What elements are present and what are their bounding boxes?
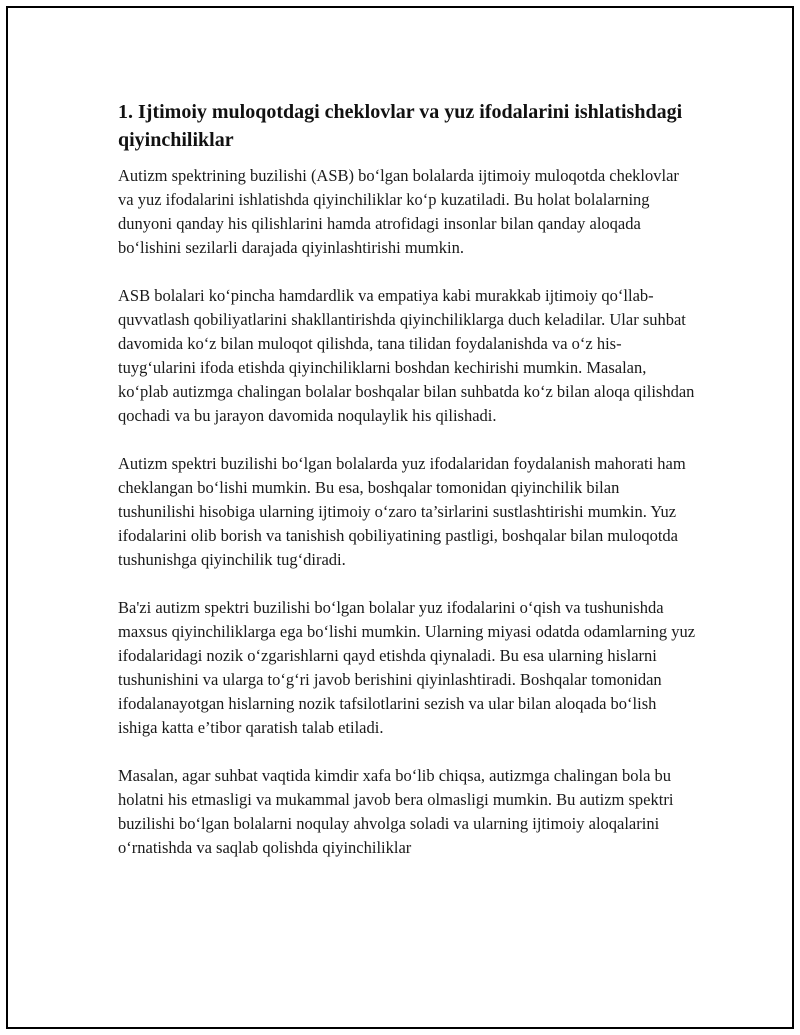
paragraph-5: Masalan, agar suhbat vaqtida kimdir xafa bo‘lib chiqsa, autizmga chalingan bola bu holatni his etmasligi va mukammal javob bera olmasligi mumkin. Bu autizm spektri buzilishi bo‘lgan bolalarni noqulay ahvolga soladi va ularning ijtimoiy aloqalarini o‘rnatishda va saqlab qolishda qiyinchiliklar bbox=[118, 766, 674, 857]
paragraph-1: Autizm spektrining buzilishi (ASB) bo‘lgan bolalarda ijtimoiy muloqotda cheklovlar va yuz ifodalarini ishlatishda qiyinchiliklar ko‘p kuzatiladi. Bu holat bolalarning dunyoni qanday his qilishlarini hamda atrofidagi insonlar bilan qanday aloqada bo‘lishini sezilarli darajada qiyinlashtirishi mumkin. bbox=[118, 166, 679, 257]
paragraph-4: Ba'zi autizm spektri buzilishi bo‘lgan bolalar yuz ifodalarini o‘qish va tushunishda maxsus qiyinchiliklarga ega bo‘lishi mumkin. Ularning miyasi odatda odamlarning yuz ifodalaridagi nozik o‘zgarishlarni qayd etishda qiynaladi. Bu esa ularning hislarni tushunishini va ularga to‘g‘ri javob berishini qiyinlashtiradi. Boshqalar tomonidan ifodalanayotgan hislarning nozik tafsilotlarini sezish va ular bilan aloqada bo‘lish ishiga katta e’tibor qaratish talab etiladi. bbox=[118, 598, 696, 737]
paragraph-3: Autizm spektri buzilishi bo‘lgan bolalarda yuz ifodalaridan foydalanish mahorati ham cheklangan bo‘lishi mumkin. Bu esa, boshqalar tomonidan qiyinchilik bilan tushunilishi hisobiga ularning ijtimoiy o‘zaro ta’sirlarini sustlashtirishi mumkin. Yuz ifodalarini olib borish va tanishish qobiliyatining pastligi, boshqalar bilan muloqotda tushunishga qiyinchilik tug‘diradi. bbox=[118, 454, 686, 569]
paragraph-2: ASB bolalari ko‘pincha hamdardlik va empatiya kabi murakkab ijtimoiy qo‘llab-quvvatlash qobiliyatlarini shakllantirishda qiyinchiliklarga duch keladilar. Ular suhbat davomida ko‘z bilan muloqot qilishda, tana tilidan foydalanishda va o‘z his-tuyg‘ularini ifoda etishda qiyinchiliklarni boshdan kechirishi mumkin. Masalan, ko‘plab autizmga chalingan bolalar boshqalar bilan suhbatda ko‘z bilan aloqa qilishdan qochadi va bu jarayon davomida noqulaylik his qilishadi. bbox=[118, 286, 695, 425]
document-body bbox=[118, 98, 698, 884]
page-frame bbox=[6, 6, 794, 1029]
section-heading: 1. Ijtimoiy muloqotdagi cheklovlar va yuz ifodalarini ishlatishdagi qiyinchiliklar bbox=[118, 101, 683, 151]
